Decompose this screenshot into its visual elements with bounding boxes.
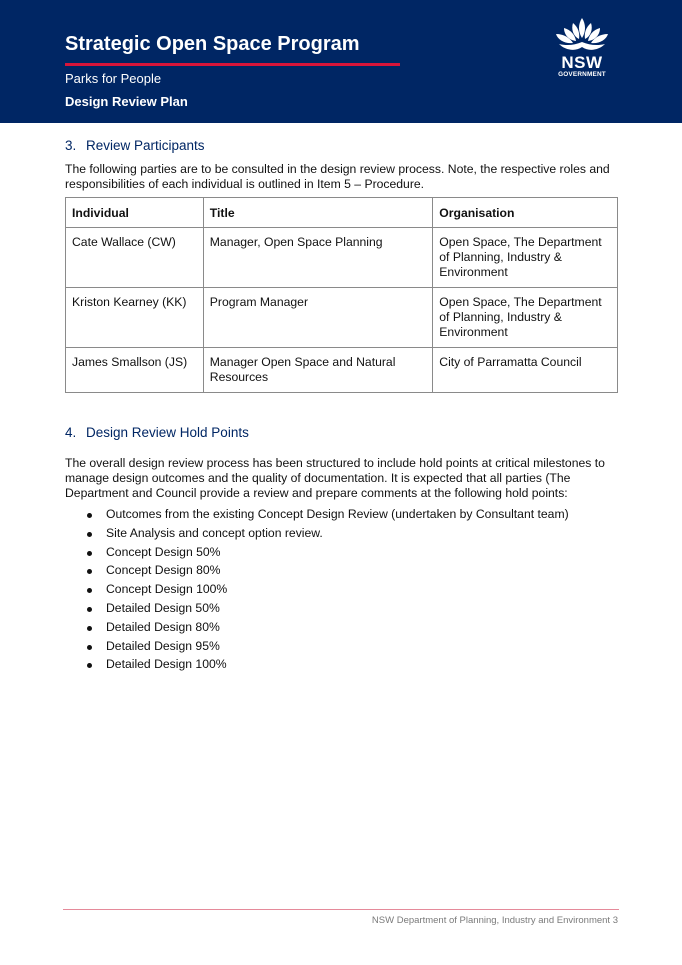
- column-header: Organisation: [433, 198, 618, 228]
- section-3-title: Review Participants: [86, 138, 205, 153]
- waratah-icon: [551, 16, 613, 54]
- header-accent-rule: [65, 63, 400, 66]
- table-row: [66, 228, 618, 288]
- section-4-title: Design Review Hold Points: [86, 425, 249, 440]
- list-item: Site Analysis and concept option review.: [65, 526, 569, 545]
- table-row: [66, 348, 618, 393]
- footer-text: NSW Department of Planning, Industry and Environment 3: [371, 915, 618, 926]
- table-cell: James Smallson (JS): [66, 348, 204, 393]
- list-item: Detailed Design 100%: [65, 657, 569, 676]
- bullet-icon: [87, 588, 92, 593]
- hold-points-list: [65, 507, 569, 676]
- bullet-icon: [87, 551, 92, 556]
- list-item: Outcomes from the existing Concept Design Review (undertaken by Consultant team): [65, 507, 569, 526]
- list-item: Detailed Design 80%: [65, 620, 569, 639]
- table-row: [66, 288, 618, 348]
- column-header: Individual: [66, 198, 204, 228]
- list-item: Concept Design 80%: [65, 563, 569, 582]
- table-cell: Open Space, The Department of Planning, Industry & Environment: [433, 288, 618, 348]
- table-cell: City of Parramatta Council: [433, 348, 618, 393]
- bullet-icon: [87, 513, 92, 518]
- section-3-intro: The following parties are to be consulted in the design review process. Note, the respective roles and responsibilities of each individual is outlined in Item 5 – Procedure.: [65, 162, 610, 191]
- table-cell: Program Manager: [203, 288, 433, 348]
- program-subtitle: Parks for People: [65, 71, 162, 86]
- logo-wordmark: NSW: [561, 53, 603, 72]
- column-header: Title: [203, 198, 433, 228]
- section-4-intro: The overall design review process has been structured to include hold points at critical milestones to manage design outcomes and the quality of documentation. It is expected that all parties (The Department and Council provide a review and prepare comments at the following hold points:: [65, 456, 605, 500]
- table-cell: Manager, Open Space Planning: [203, 228, 433, 288]
- footer-divider: [63, 909, 619, 910]
- table-header-row: [66, 198, 618, 228]
- table-cell: Cate Wallace (CW): [66, 228, 204, 288]
- logo-subtext: GOVERNMENT: [558, 71, 606, 78]
- section-3-number: 3.: [65, 138, 77, 153]
- bullet-icon: [87, 532, 92, 537]
- table-cell: Kriston Kearney (KK): [66, 288, 204, 348]
- participants-table: [65, 197, 618, 393]
- bullet-icon: [87, 569, 92, 574]
- table-cell: Manager Open Space and Natural Resources: [203, 348, 433, 393]
- section-4-heading: [65, 425, 249, 440]
- list-item: Concept Design 50%: [65, 545, 569, 564]
- page-header: [0, 0, 682, 123]
- bullet-icon: [87, 645, 92, 650]
- document-title: Design Review Plan: [65, 94, 188, 109]
- nsw-government-logo: [548, 16, 616, 86]
- section-4-number: 4.: [65, 425, 77, 440]
- section-3-heading: [65, 138, 205, 153]
- list-item: Detailed Design 50%: [65, 601, 569, 620]
- bullet-icon: [87, 607, 92, 612]
- table-cell: Open Space, The Department of Planning, Industry & Environment: [433, 228, 618, 288]
- bullet-icon: [87, 626, 92, 631]
- program-title: Strategic Open Space Program: [65, 33, 360, 55]
- list-item: Detailed Design 95%: [65, 639, 569, 658]
- list-item: Concept Design 100%: [65, 582, 569, 601]
- bullet-icon: [87, 663, 92, 668]
